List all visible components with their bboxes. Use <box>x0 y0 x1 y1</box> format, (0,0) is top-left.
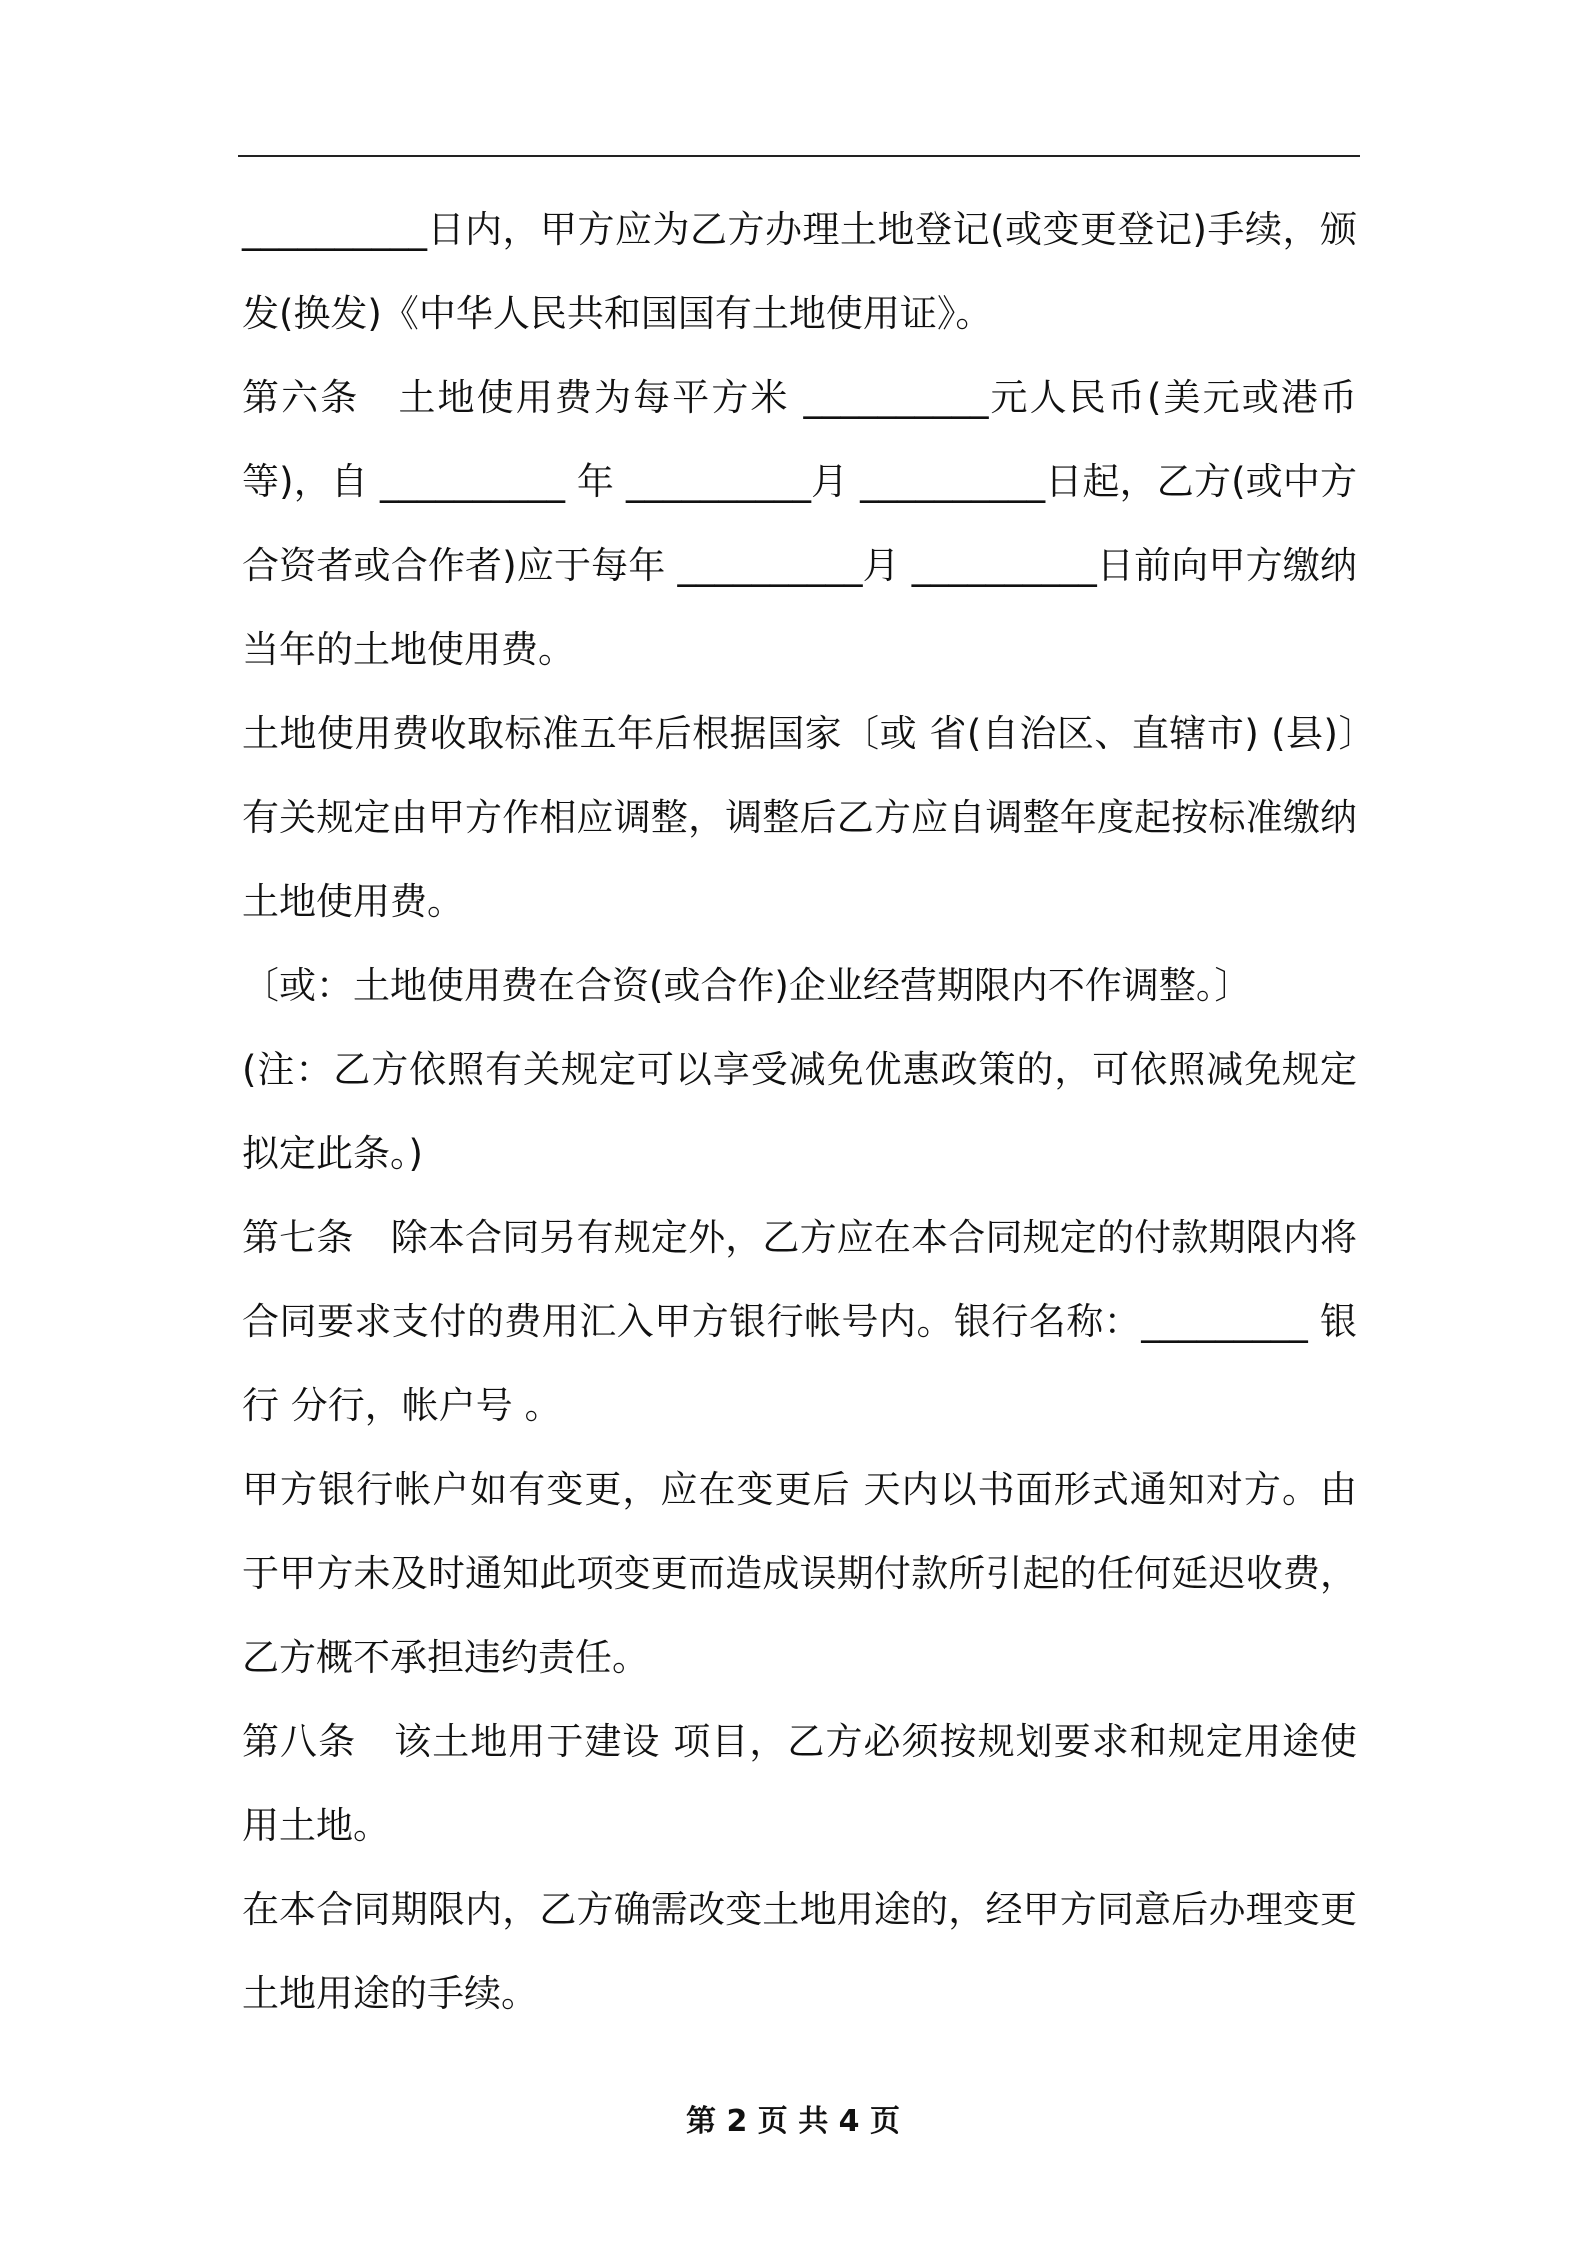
paragraph-note: (注：乙方依照有关规定可以享受减免优惠政策的，可依照减免规定拟定此条。) <box>242 1048 1357 1175</box>
header-rule <box>238 155 1360 157</box>
paragraph-land-use-change: 在本合同期限内，乙方确需改变土地用途的，经甲方同意后办理变更土地用途的手续。 <box>242 1888 1357 2015</box>
paragraph-fee-adjustment: 土地使用费收取标准五年后根据国家〔或 省(自治区、直辖市) (县)〕有关规定由甲方作相应调整，调整后乙方应自调整年度起按标准缴纳土地使用费。 <box>242 712 1357 923</box>
paragraph-article-8: 第八条 该土地用于建设 项目，乙方必须按规划要求和规定用途使用土地。 <box>242 1720 1357 1847</box>
page-number: 第 2 页 共 4 页 <box>686 2104 900 2139</box>
paragraph-article-7: 第七条 除本合同另有规定外，乙方应在本合同规定的付款期限内将合同要求支付的费用汇入甲方银行帐号内。银行名称：_________ 银行 分行，帐户号 。 <box>242 1216 1357 1427</box>
paragraph-alternative: 〔或：土地使用费在合资(或合作)企业经营期限内不作调整。〕 <box>242 964 1252 1007</box>
document-body <box>242 188 1357 2036</box>
paragraph-1: __________日内，甲方应为乙方办理土地登记(或变更登记)手续，颁发(换发)《中华人民共和国国有土地使用证》。 <box>242 208 1357 335</box>
paragraph-bank-change: 甲方银行帐户如有变更，应在变更后 天内以书面形式通知对方。由于甲方未及时通知此项变更而造成误期付款所引起的任何延迟收费，乙方概不承担违约责任。 <box>242 1468 1357 1679</box>
paragraph-article-6: 第六条 土地使用费为每平方米 __________元人民币(美元或港币等)，自 __________ 年 __________月 __________日起，乙方(或中方合资者或合作者)应于每年 __________月 __________日前向甲方缴纳当年的土地使用费。 <box>242 376 1357 671</box>
